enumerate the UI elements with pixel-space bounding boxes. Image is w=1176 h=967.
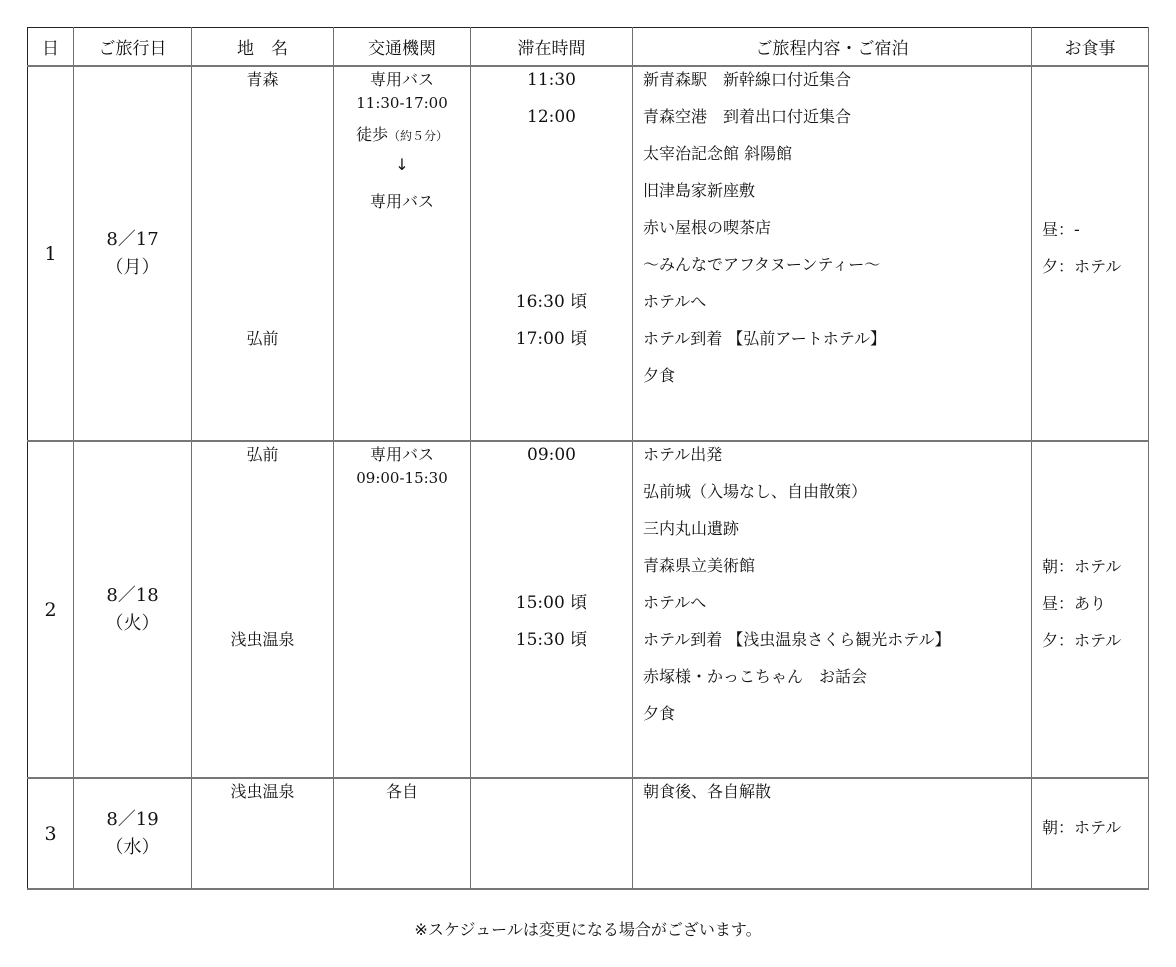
weekday-value: （火） (105, 612, 160, 634)
itinerary-line: 弘前城（入場なし、自由散策） (643, 482, 868, 501)
transport-time-range: 11:30-17:00 (356, 94, 448, 112)
time-line: 12:00 (527, 107, 576, 127)
place-cell (192, 66, 334, 441)
date-value: 8／19 (106, 808, 159, 830)
itinerary-line: ホテル到着 【浅虫温泉さくら観光ホテル】 (643, 630, 951, 649)
meals-cell (1032, 441, 1149, 778)
itinerary-line: ホテル出発 (643, 445, 723, 464)
itinerary-line: 夕食 (643, 704, 676, 723)
travel-date (74, 441, 192, 778)
transport-cell (334, 66, 471, 441)
travel-date (74, 66, 192, 441)
place-line: 青森 (246, 70, 279, 89)
transport-time-range: 09:00-15:30 (356, 469, 448, 487)
date-value: 8／18 (106, 584, 159, 606)
meals-cell (1032, 778, 1149, 889)
time-cell (471, 778, 633, 889)
day-number: 1 (28, 66, 74, 441)
place-line: 浅虫温泉 (230, 782, 295, 801)
transport-line: 専用バス (369, 70, 434, 89)
itinerary-table (27, 27, 1149, 890)
date-value: 8／17 (106, 228, 159, 250)
time-line: 09:00 (527, 445, 576, 465)
place-line: 弘前 (246, 445, 279, 464)
itinerary-line: 赤塚様・かっこちゃん お話会 (643, 667, 868, 686)
itinerary-line: ホテル到着 【弘前アートホテル】 (643, 329, 887, 348)
day-number: 2 (28, 441, 74, 778)
itinerary-line: 夕食 (643, 366, 676, 385)
time-line: 15:30 頃 (515, 630, 588, 650)
itinerary-line: 赤い屋根の喫茶店 (643, 218, 772, 237)
meals-cell (1032, 66, 1149, 441)
header-itinerary: ご旅程内容・ご宿泊 (633, 28, 1032, 67)
transport-walk: 徒歩（約５分） (355, 125, 449, 144)
meal-line: 夕：ホテル (1042, 631, 1122, 650)
meal-line: 朝：ホテル (1042, 818, 1122, 837)
meal-line: 夕：ホテル (1042, 256, 1122, 276)
time-line: 11:30 (527, 70, 576, 90)
itinerary-line: ～みんなでアフタヌーンティー～ (643, 255, 881, 274)
header-transport: 交通機関 (334, 28, 471, 67)
meal-line: 昼：- (1042, 219, 1080, 239)
header-day: 日 (28, 28, 74, 67)
itinerary-line: 旧津島家新座敷 (643, 181, 756, 200)
meal-line: 昼：あり (1042, 594, 1107, 613)
transport-line: 各自 (385, 782, 418, 801)
itinerary-line: ホテルへ (643, 292, 707, 311)
header-time: 滞在時間 (471, 28, 633, 67)
time-cell (471, 441, 633, 778)
transport-line: 専用バス (369, 192, 434, 211)
time-cell (471, 66, 633, 441)
itinerary-line: 青森空港 到着出口付近集合 (643, 107, 852, 126)
itinerary-cell (633, 778, 1032, 889)
itinerary-line: 青森県立美術館 (643, 556, 756, 575)
place-cell (192, 441, 334, 778)
time-line: 15:00 頃 (515, 593, 588, 613)
place-cell (192, 778, 334, 889)
header-row (28, 28, 1149, 67)
itinerary-line: 新青森駅 新幹線口付近集合 (643, 70, 852, 89)
meal-line: 朝：ホテル (1042, 557, 1122, 576)
table-row-day-3 (28, 778, 1149, 889)
place-line: 弘前 (246, 329, 279, 348)
itinerary-cell (633, 441, 1032, 778)
table-row-day-1 (28, 66, 1149, 441)
itinerary-line: 太宰治記念館 斜陽館 (643, 144, 793, 163)
transport-cell (334, 441, 471, 778)
travel-date (74, 778, 192, 889)
itinerary-cell (633, 66, 1032, 441)
itinerary-line: ホテルへ (643, 593, 707, 612)
day-number: 3 (28, 778, 74, 889)
weekday-value: （月） (105, 256, 160, 278)
transport-line: 専用バス (369, 445, 434, 464)
table-row-day-2 (28, 441, 1149, 778)
time-line: 17:00 頃 (515, 329, 588, 349)
arrow-down-icon: ↓ (395, 155, 409, 174)
place-line: 浅虫温泉 (230, 630, 295, 649)
itinerary-line: 朝食後、各自解散 (643, 782, 772, 801)
walk-duration-note: （約５分） (388, 129, 449, 143)
schedule-change-note: ※スケジュールは変更になる場合がございます。 (414, 920, 762, 939)
weekday-value: （水） (105, 836, 160, 858)
header-place: 地 名 (192, 28, 334, 67)
header-meals: お食事 (1032, 28, 1149, 67)
itinerary-line: 三内丸山遺跡 (643, 519, 740, 538)
time-line: 16:30 頃 (515, 292, 588, 312)
transport-cell (334, 778, 471, 889)
header-date: ご旅行日 (74, 28, 192, 67)
